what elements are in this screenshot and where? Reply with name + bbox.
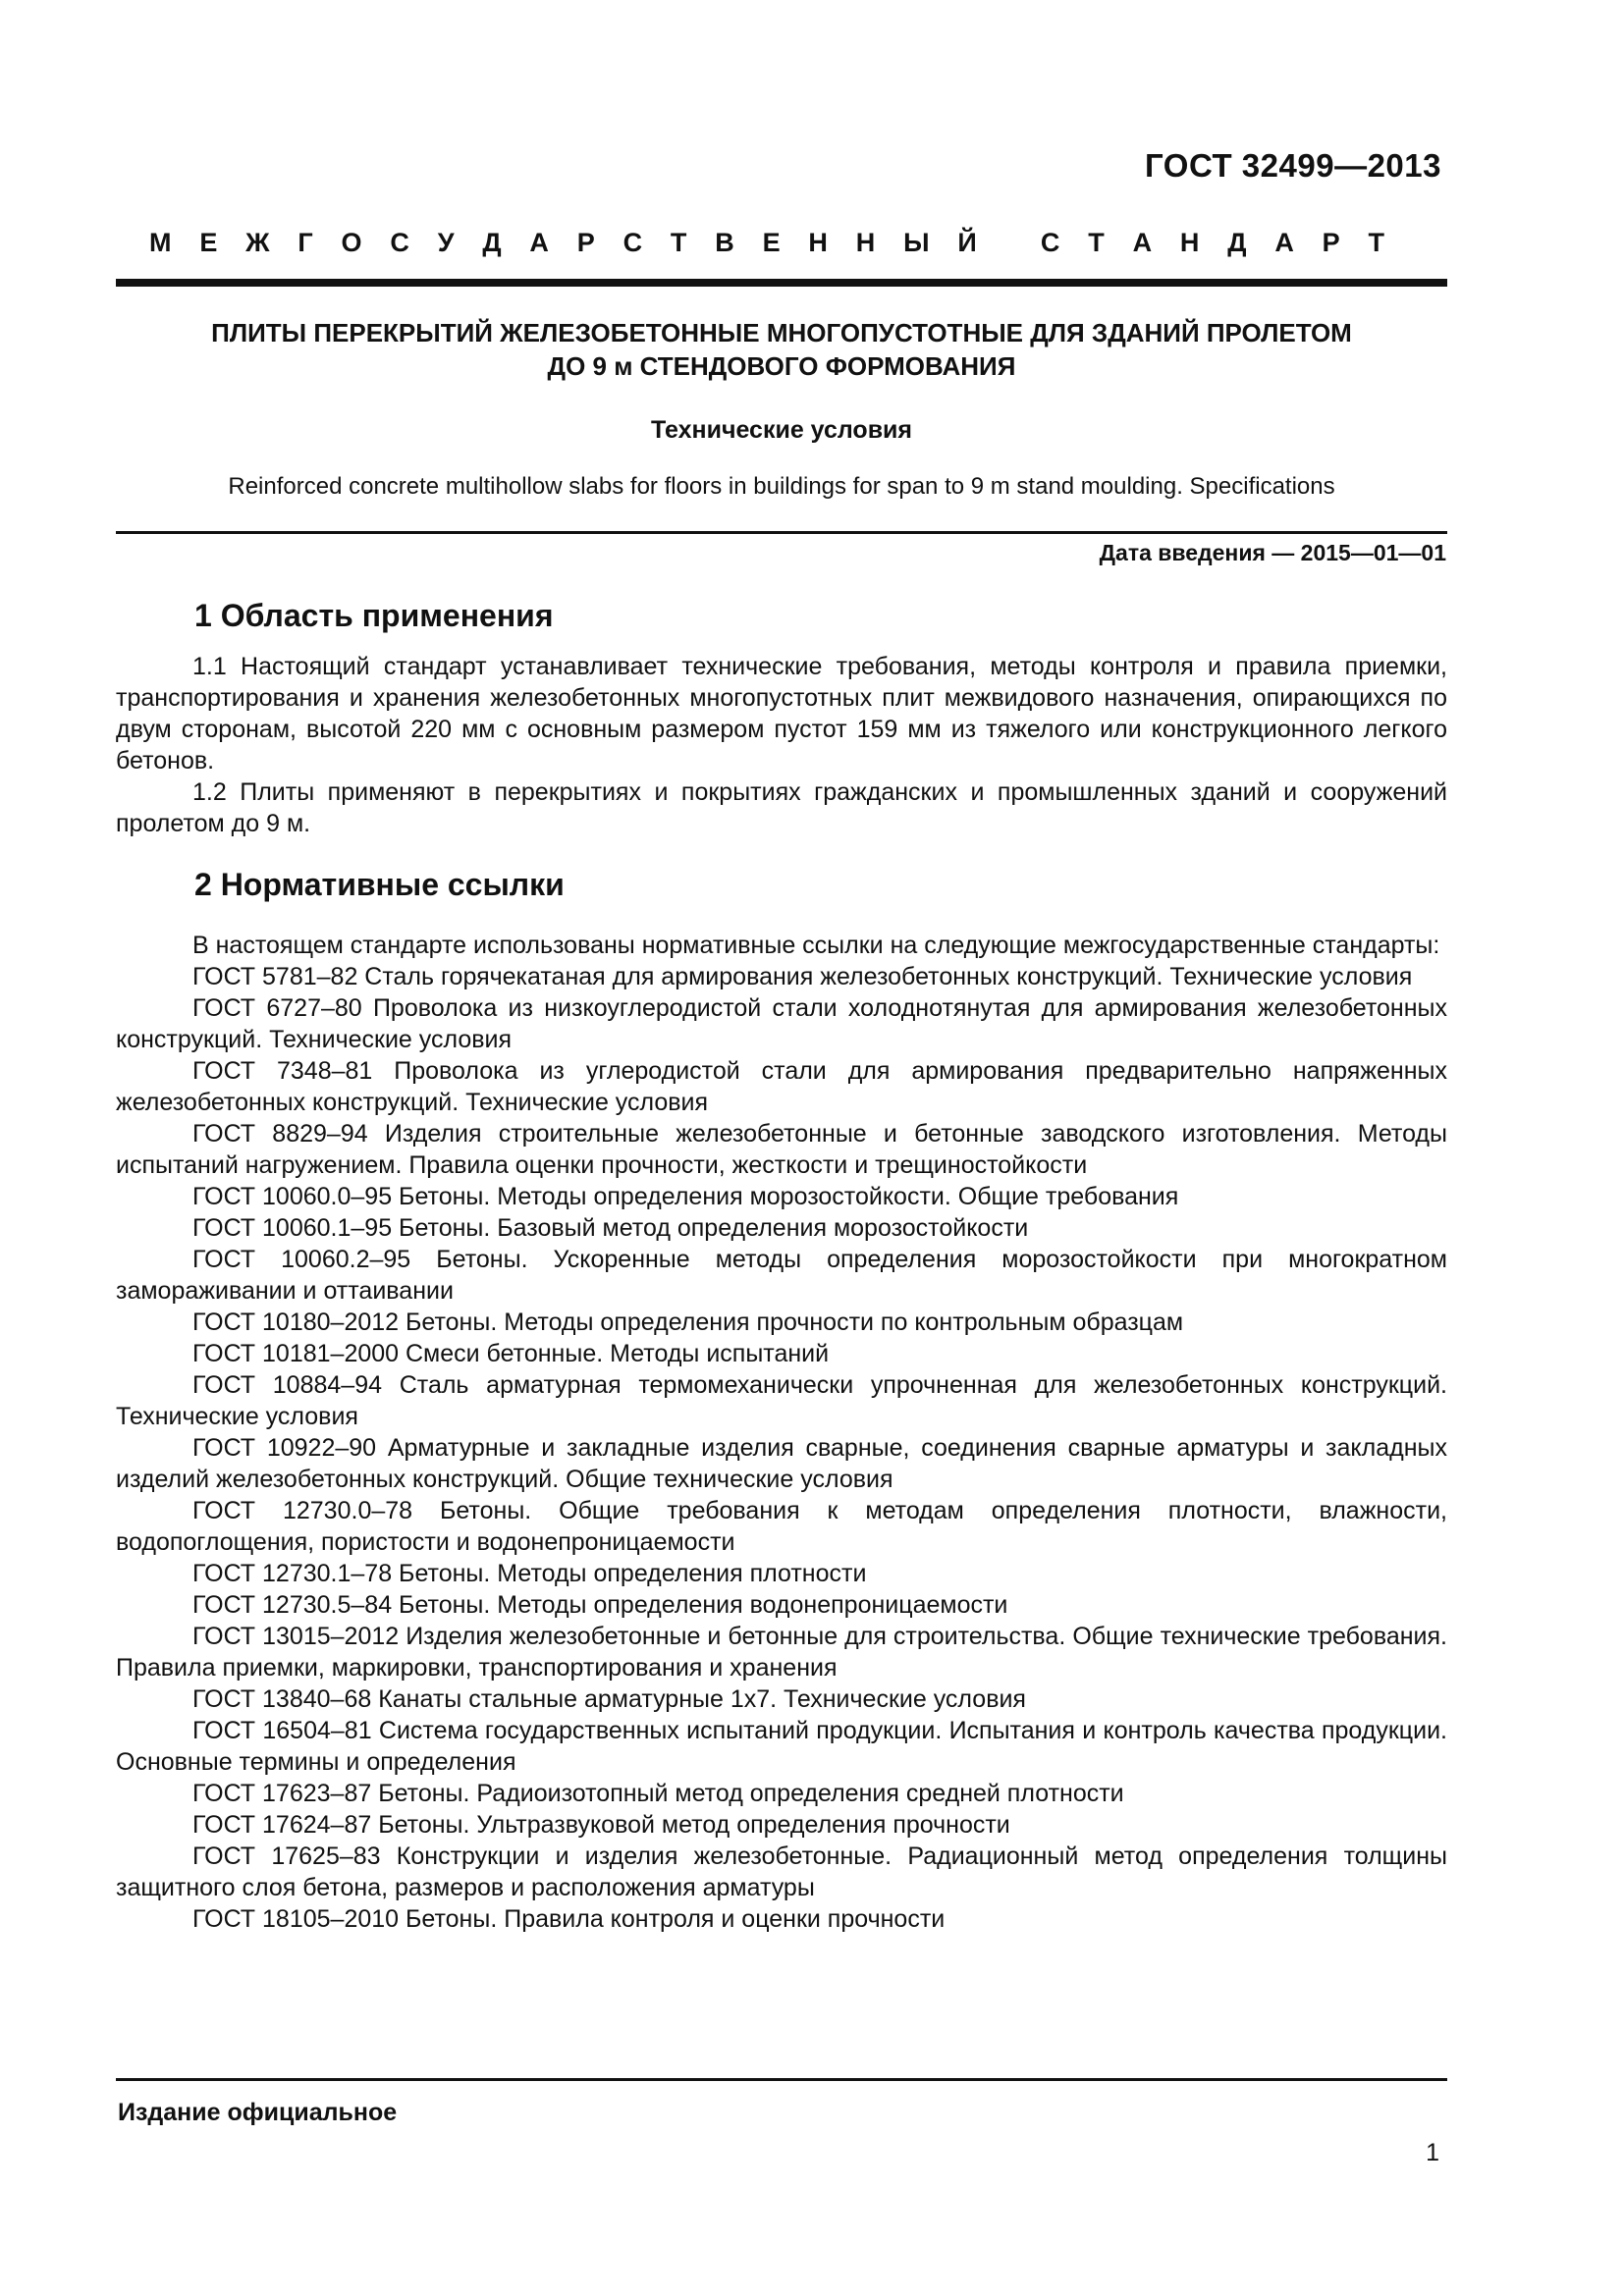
reference-item: ГОСТ 12730.1–78 Бетоны. Методы определения плотности xyxy=(192,1560,867,1587)
banner-letter: Е xyxy=(199,228,218,257)
reference-item: ГОСТ 10060.0–95 Бетоны. Методы определения морозостойкости. Общие требования xyxy=(192,1183,1179,1210)
banner-letter: С xyxy=(1040,228,1060,257)
spacer xyxy=(116,906,1447,930)
banner-letter: Н xyxy=(855,228,876,257)
reference-item: ГОСТ 17624–87 Бетоны. Ультразвуковой метод определения прочности xyxy=(192,1811,1010,1839)
spacer xyxy=(116,637,1447,651)
reference-item: ГОСТ 6727–80 Проволока из низкоуглеродистой стали холоднотянутая для армирования железобетонных конструкций. Технические условия xyxy=(116,994,1447,1053)
reference-item: ГОСТ 12730.0–78 Бетоны. Общие требования к методам определения плотности, влажности, водопоглощения, пористости и водонепроницаемости xyxy=(116,1497,1447,1556)
title-line-2: ДО 9 м СТЕНДОВОГО ФОРМОВАНИЯ xyxy=(547,351,1016,381)
section-2-heading: 2 Нормативные ссылки xyxy=(194,867,565,902)
banner-letter: А xyxy=(1132,228,1153,257)
banner-letter: Н xyxy=(808,228,828,257)
official-edition-label: Издание официальное xyxy=(118,2099,398,2126)
banner-letter: Ы xyxy=(903,228,930,257)
reference-item: ГОСТ 17625–83 Конструкции и изделия железобетонные. Радиационный метод определения толщины защитного слоя бетона, размеров и расположения арматуры xyxy=(116,1842,1447,1901)
banner-letter: Т xyxy=(1368,228,1384,257)
banner-letter xyxy=(1005,228,1013,258)
banner-letter: Т xyxy=(1088,228,1105,257)
page-number: 1 xyxy=(1426,2139,1439,2166)
reference-item: ГОСТ 10060.2–95 Бетоны. Ускоренные методы определения морозостойкости при многократном замораживании и оттаивании xyxy=(116,1246,1447,1305)
banner-letter: О xyxy=(341,228,362,257)
reference-item: ГОСТ 10180–2012 Бетоны. Методы определения прочности по контрольным образцам xyxy=(192,1308,1184,1336)
reference-item: ГОСТ 10060.1–95 Бетоны. Базовый метод определения морозостойкости xyxy=(192,1214,1029,1242)
banner-letter: А xyxy=(529,228,549,257)
reference-item: ГОСТ 13840–68 Канаты стальные арматурные 1x7. Технические условия xyxy=(192,1685,1026,1713)
banner-letter: Н xyxy=(1179,228,1200,257)
footer-rule xyxy=(116,2078,1447,2081)
reference-item: ГОСТ 18105–2010 Бетоны. Правила контроля и оценки прочности xyxy=(192,1905,946,1933)
standard-title xyxy=(116,316,1447,383)
standard-subtitle: Технические условия xyxy=(650,416,913,444)
section-1-paragraph: 1.2 Плиты применяют в перекрытиях и покрытиях гражданских и промышленных зданий и сооружений пролетом до 9 м. xyxy=(116,778,1447,837)
banner-letter: Д xyxy=(1227,228,1247,257)
banner-letter: С xyxy=(390,228,409,257)
interstate-standard-banner xyxy=(149,228,1384,258)
reference-item: ГОСТ 10922–90 Арматурные и закладные изделия сварные, соединения сварные арматуры и закладных изделий железобетонных конструкций. Общие технические условия xyxy=(116,1434,1447,1493)
banner-letter: У xyxy=(437,228,455,257)
reference-item: ГОСТ 13015–2012 Изделия железобетонные и бетонные для строительства. Общие технические требования. Правила приемки, маркировки, транспортирования и хранения xyxy=(116,1623,1447,1682)
document-body xyxy=(116,594,1447,1935)
title-line-1: ПЛИТЫ ПЕРЕКРЫТИЙ ЖЕЛЕЗОБЕТОННЫЕ МНОГОПУСТОТНЫЕ ДЛЯ ЗДАНИЙ ПРОЛЕТОМ xyxy=(211,318,1352,347)
banner-letter: Ж xyxy=(245,228,270,257)
banner-letter: Й xyxy=(957,228,977,257)
references-intro: В настоящем стандарте использованы нормативные ссылки на следующие межгосударственные стандарты: xyxy=(192,932,1440,959)
reference-item: ГОСТ 5781–82 Сталь горячекатаная для армирования железобетонных конструкций. Технические условия xyxy=(192,963,1413,990)
banner-letter: Д xyxy=(482,228,502,257)
banner-letter: Р xyxy=(576,228,595,257)
reference-item: ГОСТ 10181–2000 Смеси бетонные. Методы испытаний xyxy=(192,1340,830,1367)
reference-item: ГОСТ 12730.5–84 Бетоны. Методы определения водонепроницаемости xyxy=(192,1591,1008,1619)
section-1-paragraph: 1.1 Настоящий стандарт устанавливает технические требования, методы контроля и правила приемки, транспортирования и хранения железобетонных многопустотных плит межвидового назначения, опирающихся по двум сторонам, высотой 220 мм с основным размером пустот 159 мм из тяжелого или конструкционного легкого бетонов. xyxy=(116,653,1447,774)
document-number: ГОСТ 32499—2013 xyxy=(1145,147,1441,184)
introduction-date: Дата введения — 2015—01—01 xyxy=(1099,540,1446,565)
section-1-heading: 1 Область применения xyxy=(194,598,554,633)
reference-item: ГОСТ 10884–94 Сталь арматурная термомеханически упрочненная для железобетонных конструкций. Технические условия xyxy=(116,1371,1447,1430)
reference-item: ГОСТ 7348–81 Проволока из углеродистой стали для армирования предварительно напряженных железобетонных конструкций. Технические условия xyxy=(116,1057,1447,1116)
spacer xyxy=(116,839,1447,863)
banner-letter: Г xyxy=(298,228,313,257)
title-rule xyxy=(116,531,1447,534)
banner-letter: В xyxy=(715,228,734,257)
banner-letter: Е xyxy=(762,228,781,257)
banner-letter: М xyxy=(149,228,172,257)
banner-letter: Р xyxy=(1322,228,1340,257)
reference-item: ГОСТ 17623–87 Бетоны. Радиоизотопный метод определения средней плотности xyxy=(192,1780,1124,1807)
banner-letter: А xyxy=(1274,228,1294,257)
english-title: Reinforced concrete multihollow slabs for floors in buildings for span to 9 m stand moulding. Specifications xyxy=(228,473,1335,500)
header-rule xyxy=(116,279,1447,287)
references-list xyxy=(116,930,1447,1935)
banner-letter: С xyxy=(622,228,643,257)
reference-item: ГОСТ 16504–81 Система государственных испытаний продукции. Испытания и контроль качества продукции. Основные термины и определения xyxy=(116,1717,1447,1776)
reference-item: ГОСТ 8829–94 Изделия строительные железобетонные и бетонные заводского изготовления. Методы испытаний нагружением. Правила оценки прочности, жесткости и трещиностойкости xyxy=(116,1120,1447,1179)
banner-letter: Т xyxy=(670,228,687,257)
